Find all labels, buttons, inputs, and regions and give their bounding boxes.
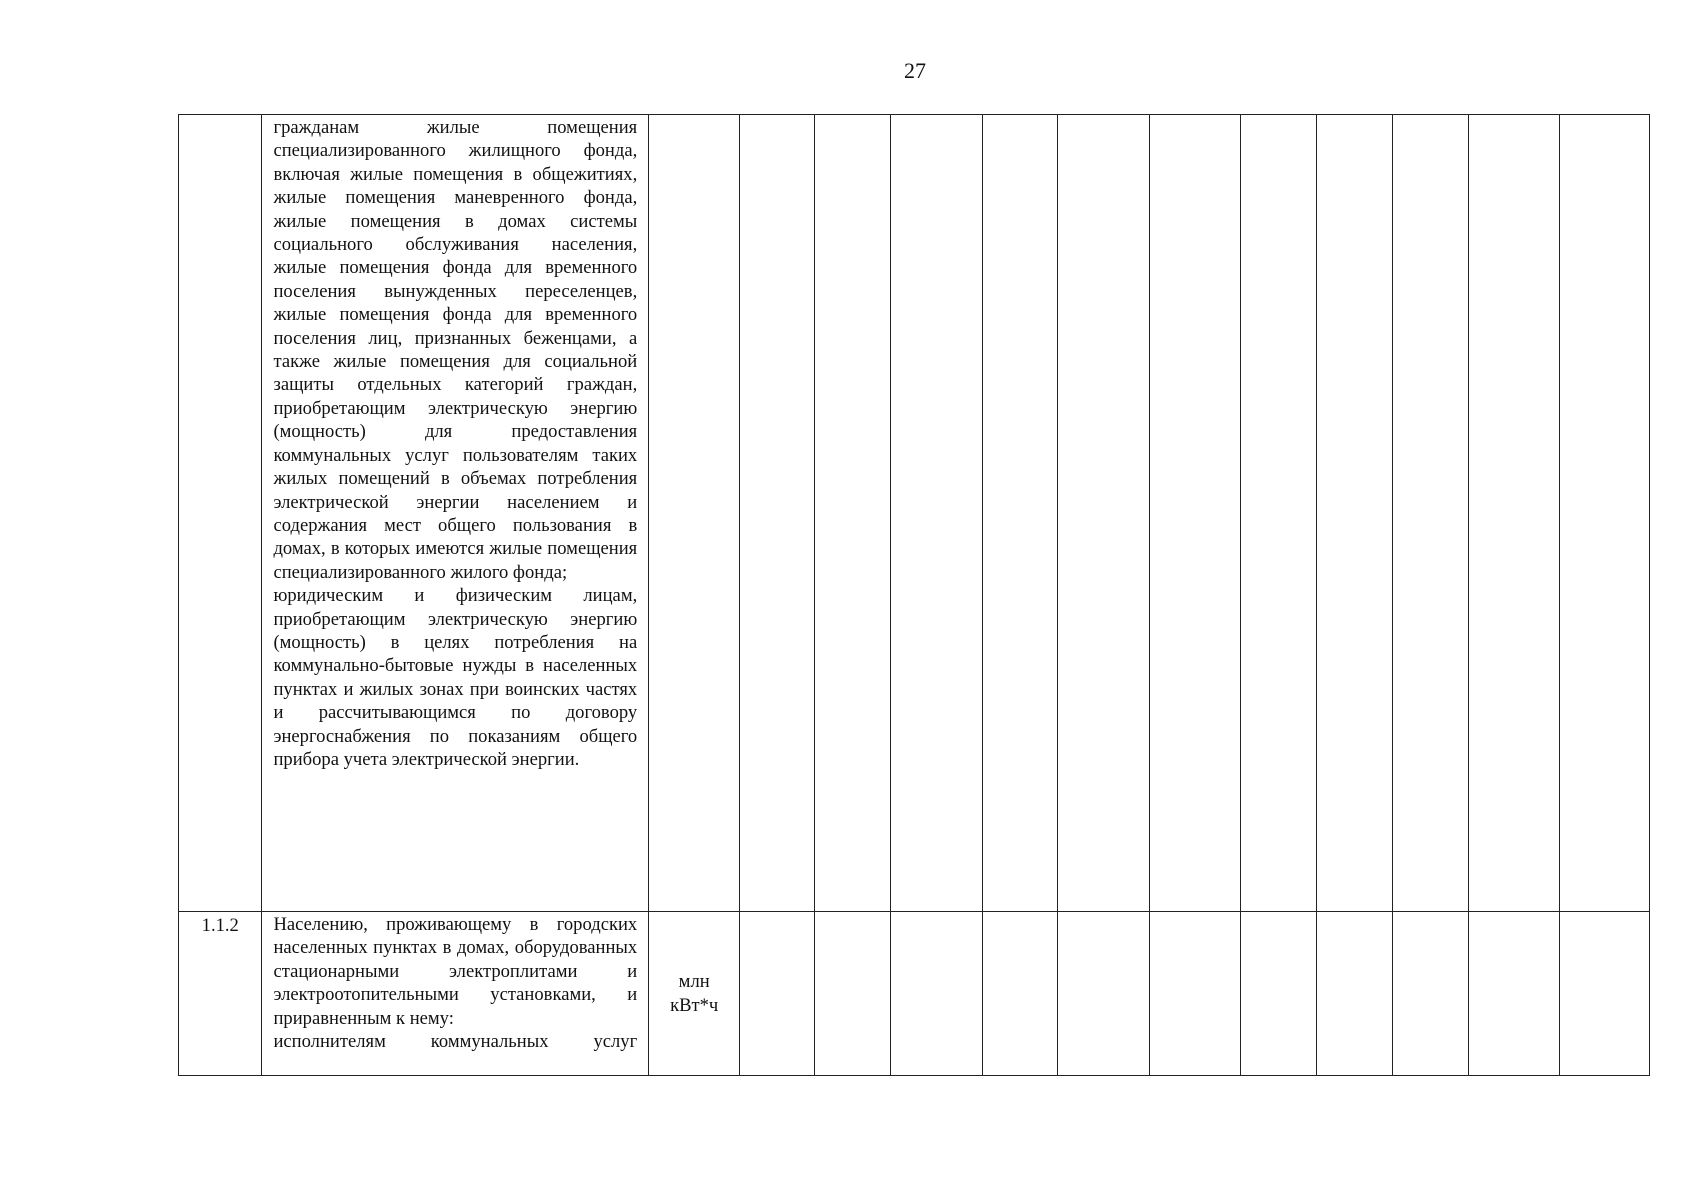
value-cell xyxy=(1393,115,1469,912)
unit-cell xyxy=(649,115,740,912)
table-row xyxy=(179,115,1650,912)
value-cell xyxy=(983,912,1058,1076)
description-paragraph: исполнителям коммунальных услуг xyxy=(273,1031,638,1053)
value-cell xyxy=(891,912,983,1076)
row-number-cell: 1.1.2 xyxy=(179,912,262,1076)
unit-cell xyxy=(649,912,740,1076)
row-number-cell xyxy=(179,115,262,912)
value-cell xyxy=(740,912,815,1076)
unit-line: млн xyxy=(678,971,710,993)
row-description-cell xyxy=(262,912,649,1076)
page-number: 27 xyxy=(904,58,926,83)
table-row xyxy=(179,912,1650,1076)
value-cell xyxy=(1240,912,1316,1076)
value-cell xyxy=(815,912,891,1076)
value-cell xyxy=(1560,912,1650,1076)
value-cell xyxy=(1560,115,1650,912)
value-cell xyxy=(1150,912,1241,1076)
value-cell xyxy=(891,115,983,912)
value-cell xyxy=(1469,912,1560,1076)
value-cell xyxy=(1150,115,1241,912)
value-cell xyxy=(1058,912,1150,1076)
value-cell xyxy=(740,115,815,912)
value-cell xyxy=(1469,115,1560,912)
row-description-cell xyxy=(262,115,649,912)
value-cell xyxy=(1317,115,1393,912)
value-cell xyxy=(1393,912,1469,1076)
tariff-table xyxy=(178,114,1650,1076)
description-paragraph: Населению, проживающему в городских населенных пунктах в домах, оборудованных стационарными электроплитами и электроотопительными установками, и приравненным к нему: xyxy=(273,914,638,1029)
value-cell xyxy=(815,115,891,912)
description-paragraph: гражданам жилые помещения специализированного жилищного фонда, включая жилые помещения в общежитиях, жилые помещения маневренного фонда, жилые помещения в домах системы социального обслуживания населения, жилые помещения фонда для временного поселения вынужденных переселенцев, жилые помещения фонда для временного поселения лиц, признанных беженцами, а также жилые помещения для социальной защиты отдельных категорий граждан, приобретающим электрическую энергию (мощность) для предоставления коммунальных услуг пользователям таких жилых помещений в объемах потребления электрической энергии населением и содержания мест общего пользования в домах, в которых имеются жилые помещения специализированного жилого фонда; xyxy=(273,117,638,583)
value-cell xyxy=(1240,115,1316,912)
unit-line: кВт*ч xyxy=(670,994,719,1016)
value-cell xyxy=(1317,912,1393,1076)
value-cell xyxy=(1058,115,1150,912)
description-paragraph: юридическим и физическим лицам, приобретающим электрическую энергию (мощность) в целях потребления на коммунально-бытовые нужды в населенных пунктах и жилых зонах при воинских частях и рассчитывающимся по договору энергоснабжения по показаниям общего прибора учета электрической энергии. xyxy=(273,585,638,770)
value-cell xyxy=(983,115,1058,912)
